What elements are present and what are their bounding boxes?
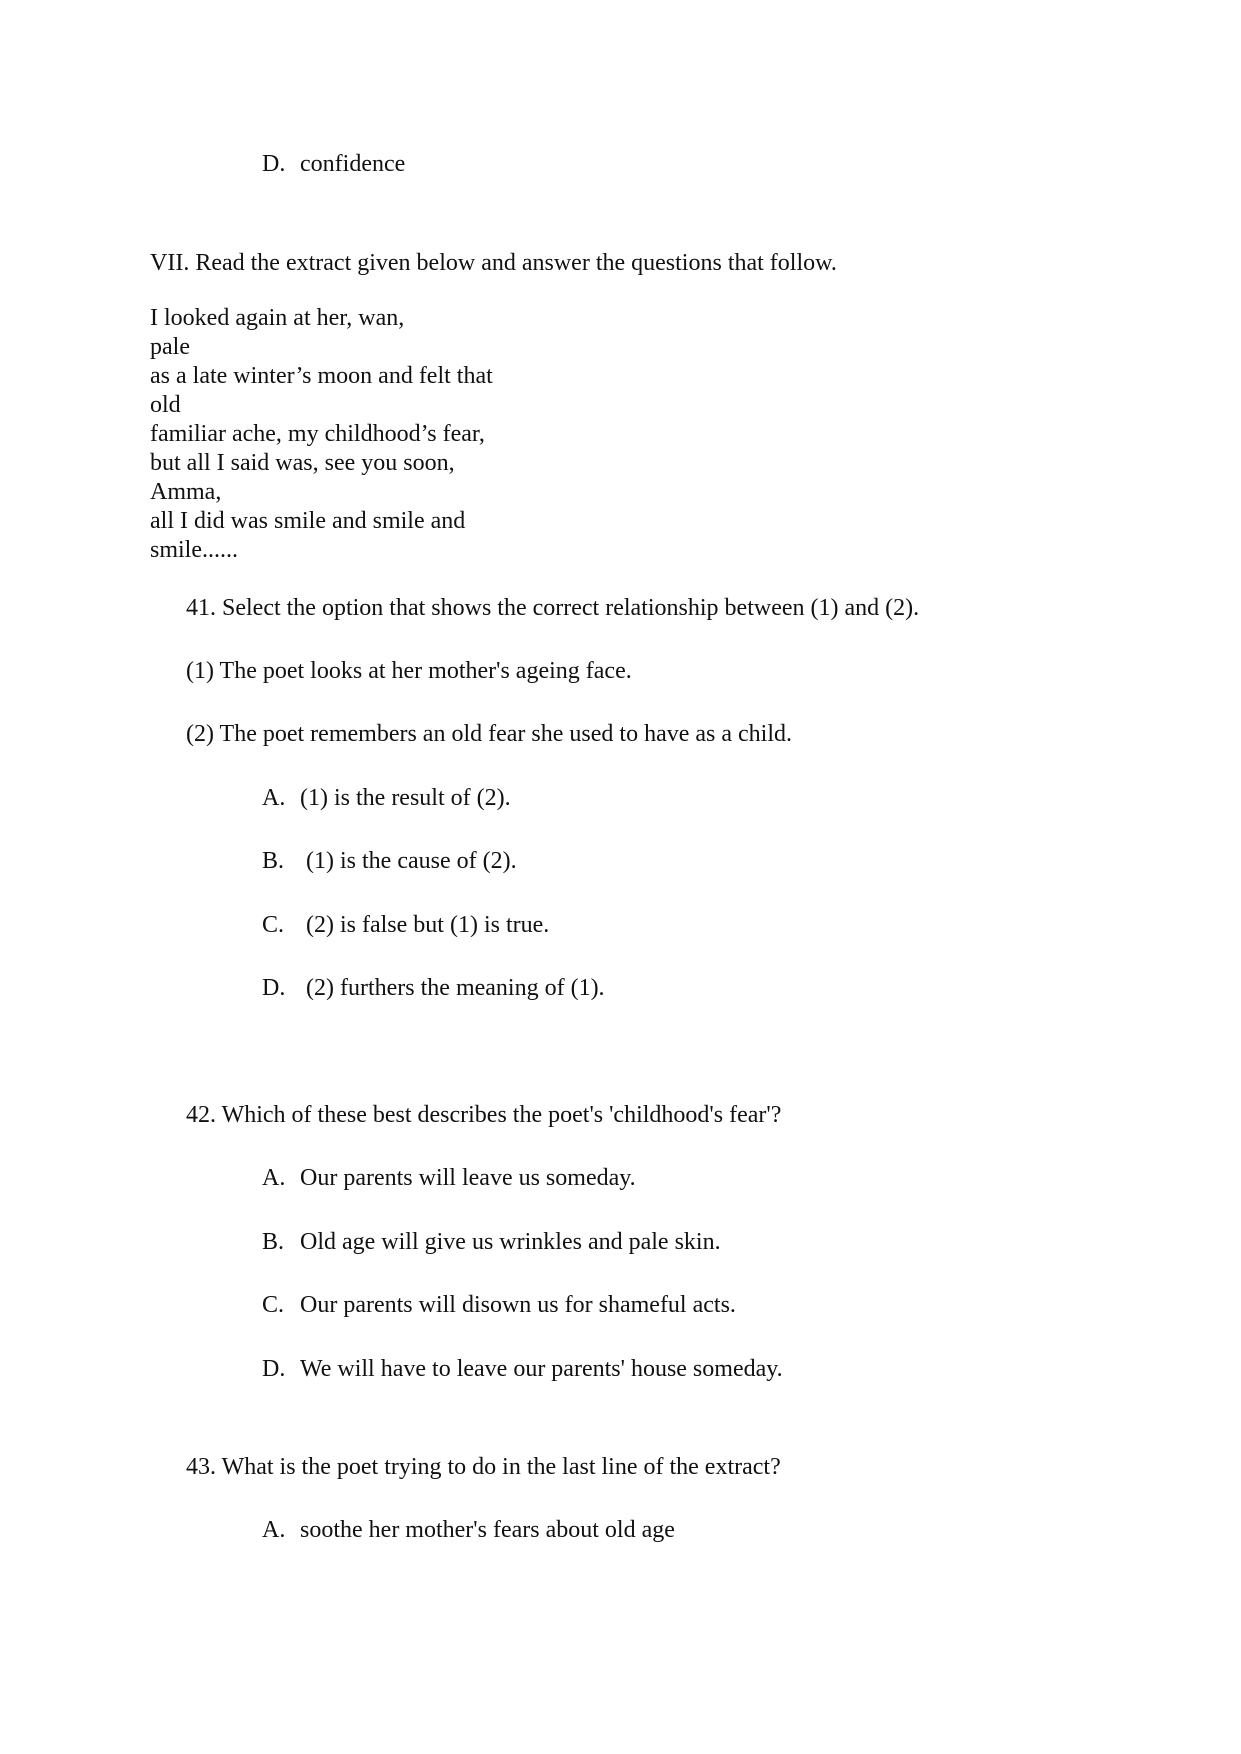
- option-letter: D.: [262, 151, 286, 177]
- q41-option-d[interactable]: [262, 974, 605, 1003]
- q42-option-b[interactable]: [262, 1228, 721, 1257]
- poem-line: all I did was smile and smile and: [150, 508, 466, 534]
- q43-option-a[interactable]: [262, 1516, 675, 1545]
- option-text: Our parents will leave us someday.: [300, 1165, 636, 1191]
- q41-option-a[interactable]: [262, 784, 511, 813]
- option-text: (2) is false but (1) is true.: [306, 912, 550, 938]
- poem-line: smile......: [150, 537, 238, 563]
- q41-option-b[interactable]: [262, 847, 517, 876]
- poem-line: as a late winter’s moon and felt that: [150, 363, 493, 389]
- option-text: Our parents will disown us for shameful acts.: [300, 1292, 736, 1318]
- poem-line: I looked again at her, wan,: [150, 305, 405, 331]
- poem-line: pale: [150, 334, 190, 360]
- poem-line: but all I said was, see you soon,: [150, 450, 455, 476]
- poem-line: old: [150, 392, 181, 418]
- q41-statement-1: (1) The poet looks at her mother's ageing face.: [186, 658, 632, 684]
- option-letter: A.: [262, 785, 286, 811]
- q42-option-a[interactable]: [262, 1164, 636, 1193]
- option-text: (1) is the cause of (2).: [306, 848, 517, 874]
- option-letter: A.: [262, 1165, 286, 1191]
- q42-option-d[interactable]: [262, 1355, 783, 1384]
- option-text: We will have to leave our parents' house someday.: [300, 1356, 783, 1382]
- option-letter: C.: [262, 1292, 285, 1318]
- question-41: 41. Select the option that shows the correct relationship between (1) and (2).: [186, 595, 920, 621]
- q41-statement-2: (2) The poet remembers an old fear she used to have as a child.: [186, 721, 792, 747]
- option-letter: B.: [262, 848, 285, 874]
- option-text: soothe her mother's fears about old age: [300, 1517, 675, 1543]
- section-heading: VII. Read the extract given below and answer the questions that follow.: [150, 250, 837, 276]
- option-letter: D.: [262, 975, 286, 1001]
- prev-option-d: [262, 150, 405, 179]
- poem-line: Amma,: [150, 479, 222, 505]
- option-letter: C.: [262, 912, 285, 938]
- poem-extract: [150, 304, 493, 565]
- option-letter: D.: [262, 1356, 286, 1382]
- option-text: Old age will give us wrinkles and pale skin.: [300, 1229, 721, 1255]
- option-text: confidence: [300, 151, 406, 177]
- option-text: (1) is the result of (2).: [300, 785, 511, 811]
- option-letter: B.: [262, 1229, 285, 1255]
- question-43: 43. What is the poet trying to do in the last line of the extract?: [186, 1454, 781, 1480]
- question-42: 42. Which of these best describes the poet's 'childhood's fear'?: [186, 1102, 782, 1128]
- q42-option-c[interactable]: [262, 1291, 736, 1320]
- option-letter: A.: [262, 1517, 286, 1543]
- poem-line: familiar ache, my childhood’s fear,: [150, 421, 485, 447]
- option-text: (2) furthers the meaning of (1).: [306, 975, 605, 1001]
- q41-option-c[interactable]: [262, 911, 549, 940]
